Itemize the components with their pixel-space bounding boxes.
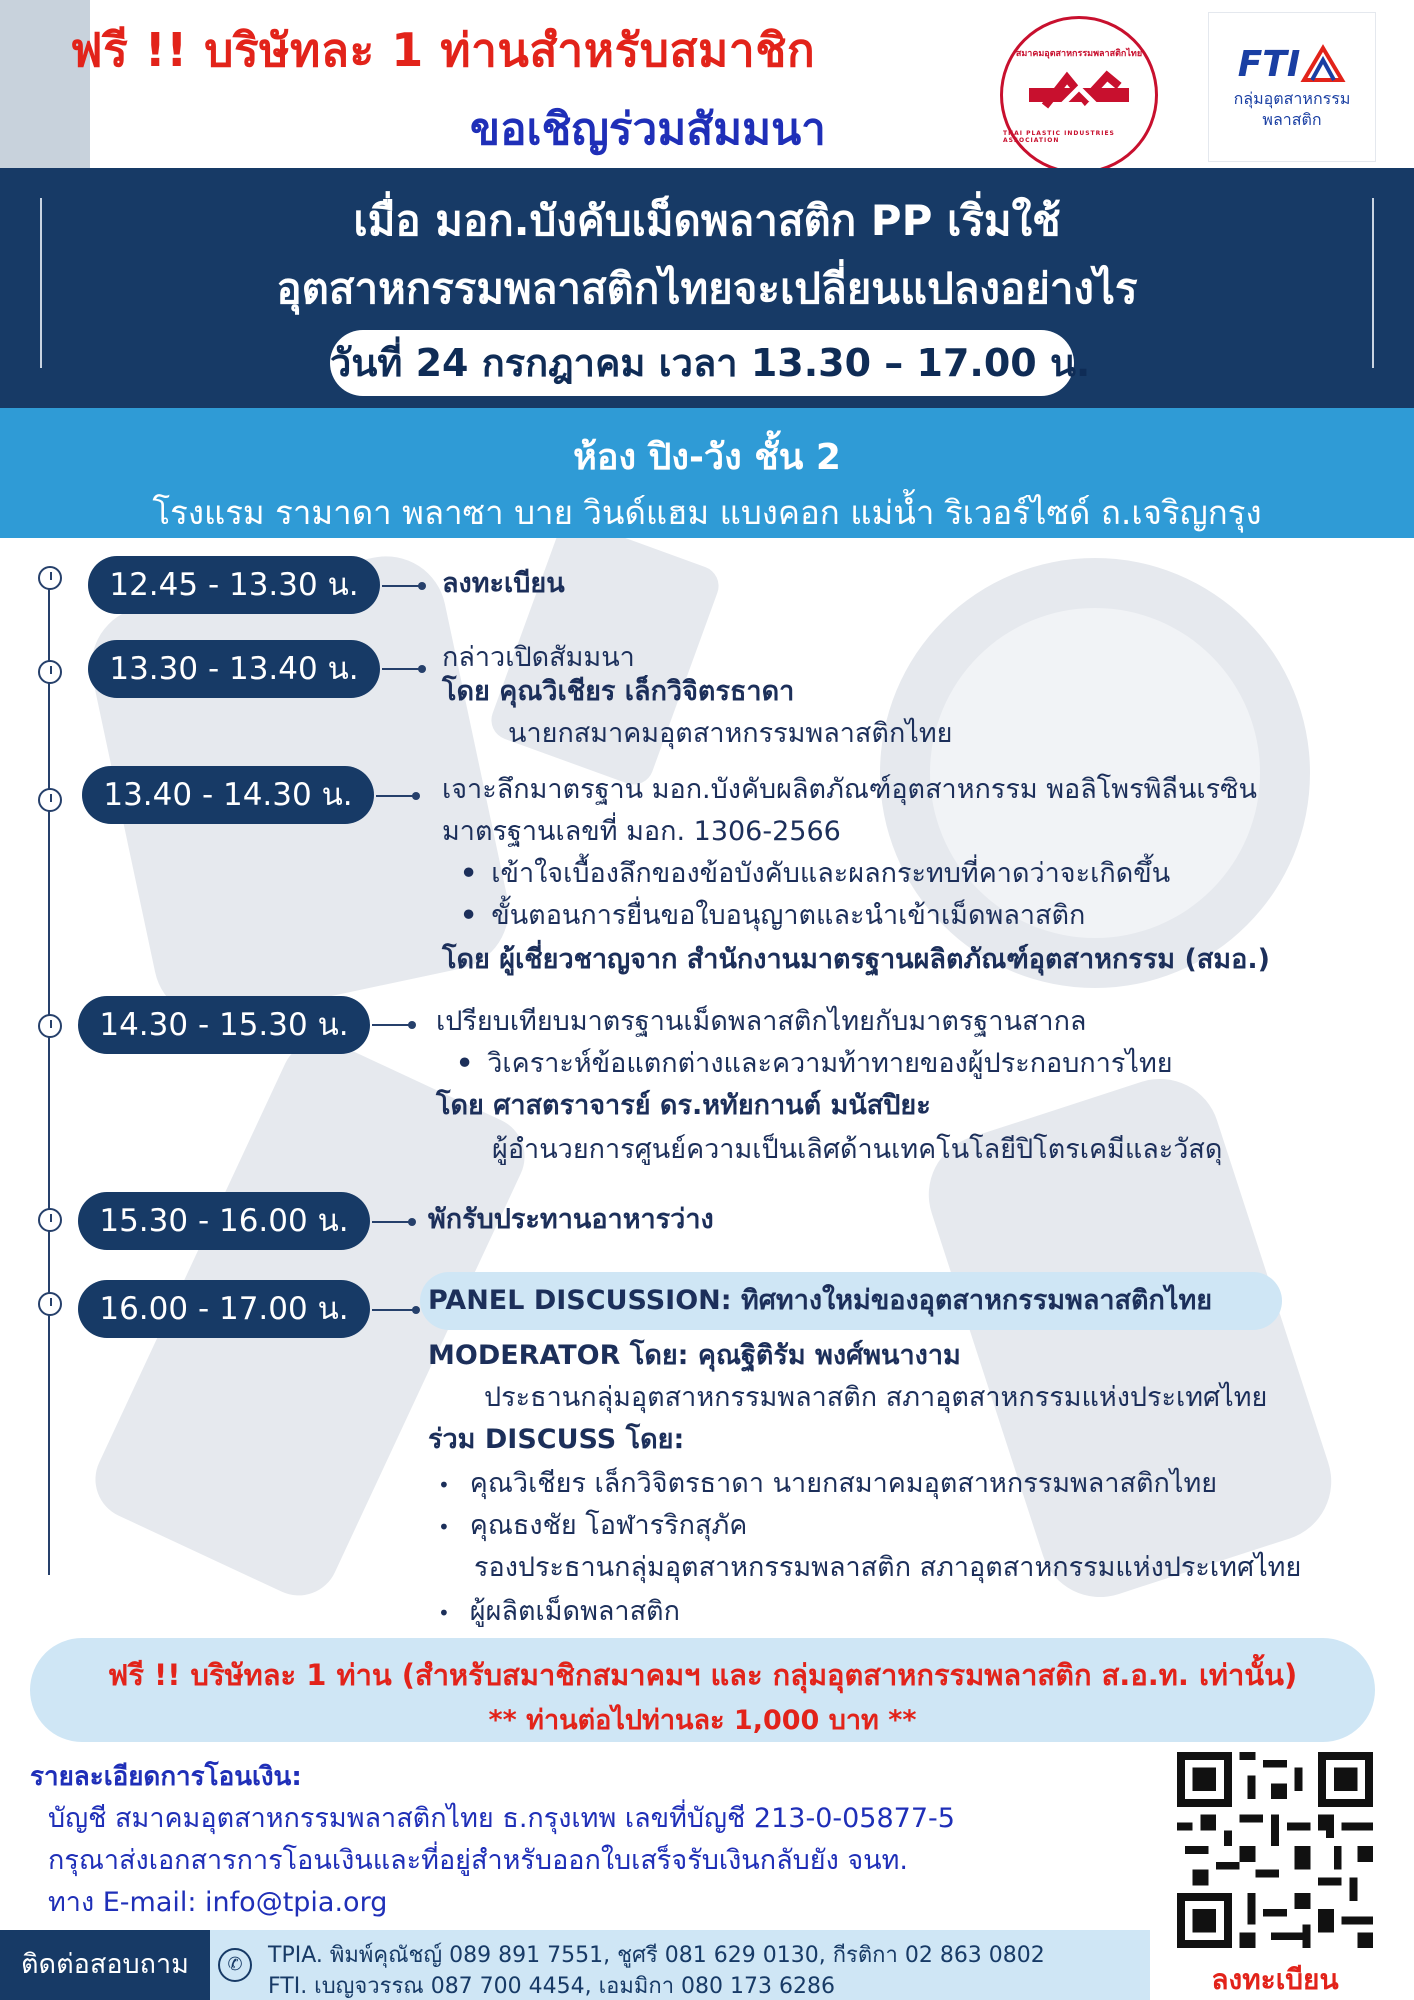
fti-logo-sub-line-1: กลุ่มอุตสาหกรรม bbox=[1233, 88, 1351, 108]
agenda-bullet: • เข้าใจเบื้องลึกของข้อบังคับและผลกระทบที่คาดว่าจะเกิดขึ้น bbox=[460, 856, 1170, 891]
date-time-badge: วันที่ 24 กรกฎาคม เวลา 13.30 – 17.00 น. bbox=[330, 330, 1074, 396]
registration-qr-code[interactable] bbox=[1176, 1752, 1374, 1948]
time-pill: 12.45 - 13.30 น. bbox=[88, 556, 380, 614]
timeline-line bbox=[48, 575, 50, 1575]
agenda-bullet: • วิเคราะห์ข้อแตกต่างและความท้าทายของผู้ประกอบการไทย bbox=[456, 1046, 1173, 1081]
clock-icon bbox=[38, 660, 62, 684]
time-connector bbox=[382, 585, 422, 587]
agenda-item-title: พักรับประทานอาหารว่าง bbox=[428, 1204, 714, 1235]
agenda-speaker-role: ผู้อำนวยการศูนย์ความเป็นเลิศด้านเทคโนโลยีปิโตรเคมีและวัสดุ bbox=[492, 1134, 1223, 1165]
qr-register-label: ลงทะเบียน bbox=[1211, 1963, 1339, 1996]
agenda-item-subtitle: มาตรฐานเลขที่ มอก. 1306-2566 bbox=[442, 816, 841, 847]
panel-speaker: • คุณวิเชียร เล็กวิจิตรธาดา นายกสมาคมอุตสาหกรรมพลาสติกไทย bbox=[438, 1466, 1217, 1501]
footer-fti-contacts: FTI. เบญจวรรณ 087 700 4454, เอมมิกา 080 173 6286 bbox=[268, 1974, 835, 1999]
venue-hotel: โรงแรม รามาดา พลาซา บาย วินด์แฮม แบงคอก แม่น้ำ ริเวอร์ไซด์ ถ.เจริญกรุง bbox=[152, 493, 1262, 532]
fti-logo-sub-line-2: พลาสติก bbox=[1262, 109, 1322, 129]
panel-speaker: • คุณธงชัย โอฬารริกสุภัค bbox=[438, 1508, 747, 1543]
clock-icon bbox=[38, 1208, 62, 1232]
seminar-title-line-2: อุตสาหกรรมพลาสติกไทยจะเปลี่ยนแปลงอย่างไร bbox=[276, 264, 1138, 313]
footer-contact-label: ติดต่อสอบถาม bbox=[0, 1930, 210, 2000]
payment-email[interactable]: ทาง E-mail: info@tpia.org bbox=[48, 1887, 388, 1918]
time-pill: 13.30 - 13.40 น. bbox=[88, 640, 380, 698]
agenda-item-title: ลงทะเบียน bbox=[442, 568, 565, 599]
panel-discuss-heading: ร่วม DISCUSS โดย: bbox=[428, 1424, 685, 1455]
phone-icon: ✆ bbox=[218, 1948, 252, 1982]
fti-triangle-icon bbox=[1300, 44, 1346, 84]
agenda-speaker: โดย ศาสตราจารย์ ดร.หทัยกานต์ มนัสปิยะ bbox=[436, 1090, 931, 1121]
panel-speaker: • ผู้ผลิตเม็ดพลาสติก bbox=[438, 1594, 680, 1629]
time-connector bbox=[372, 1221, 412, 1223]
time-connector bbox=[372, 1024, 412, 1026]
clock-icon bbox=[38, 1292, 62, 1316]
payment-instructions: กรุณาส่งเอกสารการโอนเงินและที่อยู่สำหรับออกใบเสร็จรับเงินกลับยัง จนท. bbox=[48, 1845, 908, 1876]
agenda-item-title: กล่าวเปิดสัมมนา bbox=[442, 642, 635, 673]
panel-speaker-role: รองประธานกลุ่มอุตสาหกรรมพลาสติก สภาอุตสาหกรรมแห่งประเทศไทย bbox=[474, 1552, 1302, 1583]
agenda-item-title: เจาะลึกมาตรฐาน มอก.บังคับผลิตภัณฑ์อุตสาหกรรม พอลิโพรพิลีนเรซิน bbox=[442, 774, 1257, 805]
fti-logo-sub bbox=[1234, 89, 1351, 131]
tpia-logo-text-bottom: THAI PLASTIC INDUSTRIES ASSOCIATION bbox=[1003, 130, 1115, 144]
agenda-bullet: • ขั้นตอนการยื่นขอใบอนุญาตและนำเข้าเม็ดพลาสติก bbox=[460, 898, 1085, 933]
venue-room: ห้อง ปิง-วัง ชั้น 2 bbox=[573, 437, 841, 478]
fti-logo-word: FTI bbox=[1237, 43, 1301, 85]
panel-discussion-badge: PANEL DISCUSSION: ทิศทางใหม่ของอุตสาหกรรมพลาสติกไทย bbox=[420, 1272, 1282, 1330]
time-pill: 14.30 - 15.30 น. bbox=[78, 996, 370, 1054]
clock-icon bbox=[38, 1014, 62, 1038]
footer-tpia-contacts: TPIA. พิมพ์คุณัชญ์ 089 891 7551, ชูศรี 081 629 0130, กีรติกา 02 863 0802 bbox=[268, 1943, 1045, 1968]
tpia-logo bbox=[1000, 16, 1158, 174]
free-title: ฟรี !! บริษัทละ 1 ท่านสำหรับสมาชิก bbox=[70, 23, 816, 77]
agenda-item-title: เปรียบเทียบมาตรฐานเม็ดพลาสติกไทยกับมาตรฐานสากล bbox=[436, 1006, 1087, 1037]
seminar-title-line-1: เมื่อ มอก.บังคับเม็ดพลาสติก PP เริ่มใช้ bbox=[353, 196, 1061, 245]
time-connector bbox=[372, 1309, 416, 1311]
payment-heading: รายละเอียดการโอนเงิน: bbox=[30, 1762, 302, 1792]
tpia-mark-icon bbox=[1027, 66, 1131, 124]
fti-logo-mark bbox=[1238, 44, 1347, 85]
fti-logo bbox=[1208, 12, 1376, 162]
clock-icon bbox=[38, 788, 62, 812]
clock-icon bbox=[38, 566, 62, 590]
panel-moderator-text: MODERATOR โดย: คุณฐิติรัม พงศ์พนางาม bbox=[428, 1340, 961, 1371]
time-connector bbox=[382, 668, 422, 670]
tpia-logo-text-top: สมาคมอุตสาหกรรมพลาสติกไทย bbox=[1015, 49, 1143, 59]
time-pill: 13.40 - 14.30 น. bbox=[82, 766, 374, 824]
payment-account: บัญชี สมาคมอุตสาหกรรมพลาสติกไทย ธ.กรุงเทพ เลขที่บัญชี 213-0-05877-5 bbox=[48, 1803, 955, 1834]
free-offer-line-1: ฟรี !! บริษัทละ 1 ท่าน (สำหรับสมาชิกสมาคมฯ และ กลุ่มอุตสาหกรรมพลาสติก ส.อ.ท. เท่านั้น) bbox=[107, 1658, 1298, 1692]
agenda-speaker: โดย ผู้เชี่ยวชาญจาก สำนักงานมาตรฐานผลิตภัณฑ์อุตสาหกรรม (สมอ.) bbox=[442, 944, 1270, 975]
invite-heading: ขอเชิญร่วมสัมมนา bbox=[470, 104, 826, 155]
time-pill: 16.00 - 17.00 น. bbox=[78, 1280, 370, 1338]
time-connector bbox=[376, 795, 416, 797]
agenda-speaker: โดย คุณวิเชียร เล็กวิจิตรธาดา bbox=[442, 676, 795, 707]
panel-moderator-role: ประธานกลุ่มอุตสาหกรรมพลาสติก สภาอุตสาหกรรมแห่งประเทศไทย bbox=[484, 1382, 1268, 1413]
free-offer-line-2: ** ท่านต่อไปท่านละ 1,000 บาท ** bbox=[488, 1705, 917, 1736]
time-pill: 15.30 - 16.00 น. bbox=[78, 1192, 370, 1250]
agenda-speaker-role: นายกสมาคมอุตสาหกรรมพลาสติกไทย bbox=[508, 718, 953, 749]
panel-moderator bbox=[428, 1338, 961, 1373]
